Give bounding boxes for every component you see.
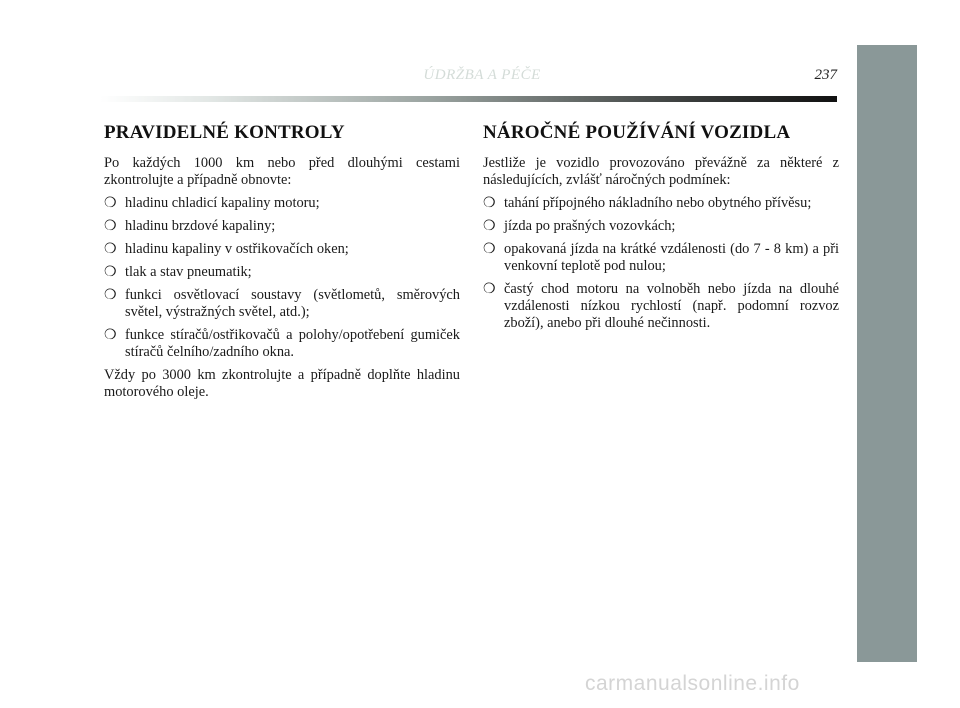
circle-bullet-icon: ❍ — [104, 265, 117, 280]
left-column-intro: Po každých 1000 km nebo před dlouhými cestami zkontrolujte a případně obnovte: — [104, 155, 460, 188]
section-title: ÚDRŽBA A PÉČE — [423, 67, 541, 83]
list-item: ❍ hladinu kapaliny v ostřikovačích oken; — [104, 241, 349, 257]
circle-bullet-icon: ❍ — [483, 242, 496, 257]
list-item: ❍ hladinu brzdové kapaliny; — [104, 218, 276, 234]
left-checklist — [104, 195, 460, 361]
circle-bullet-icon: ❍ — [483, 219, 496, 234]
watermark: carmanualsonline.info — [585, 672, 800, 695]
list-item: ❍ funkci osvětlovací soustavy (světlometů, směrových světel, výstražných světel, atd.); — [104, 287, 460, 320]
list-item: ❍ tlak a stav pneumatik; — [104, 264, 252, 280]
circle-bullet-icon: ❍ — [104, 328, 117, 343]
left-column-outro: Vždy po 3000 km zkontrolujte a případně doplňte hladinu motorového oleje. — [104, 367, 460, 400]
circle-bullet-icon: ❍ — [104, 196, 117, 211]
list-item: ❍ funkce stíračů/ostřikovačů a polohy/opotřebení gumiček stíračů čelního/zadního okna. — [104, 327, 460, 360]
list-item: ❍ tahání přípojného nákladního nebo obytného přívěsu; — [483, 195, 812, 211]
list-item: ❍ jízda po prašných vozovkách; — [483, 218, 676, 234]
page-number: 237 — [814, 67, 837, 83]
right-checklist — [483, 195, 839, 332]
right-column-intro: Jestliže je vozidlo provozováno převážně za některé z následujících, zvlášť náročných podmínek: — [483, 155, 839, 188]
running-header — [100, 67, 837, 84]
right-column-title: NÁROČNÉ POUŽÍVÁNÍ VOZIDLA — [483, 122, 791, 143]
header-rule — [100, 96, 837, 102]
list-item: ❍ hladinu chladicí kapaliny motoru; — [104, 195, 320, 211]
circle-bullet-icon: ❍ — [483, 282, 496, 297]
circle-bullet-icon: ❍ — [104, 288, 117, 303]
left-column-title: PRAVIDELNÉ KONTROLY — [104, 122, 345, 143]
list-item: ❍ častý chod motoru na volnoběh nebo jízda na dlouhé vzdálenosti nízkou rychlostí (např. podomní rozvoz zboží), anebo při dlouhé nečinnosti. — [483, 281, 839, 331]
circle-bullet-icon: ❍ — [104, 242, 117, 257]
circle-bullet-icon: ❍ — [483, 196, 496, 211]
section-side-tab — [857, 45, 917, 662]
circle-bullet-icon: ❍ — [104, 219, 117, 234]
list-item: ❍ opakovaná jízda na krátké vzdálenosti (do 7 - 8 km) a při venkovní teplotě pod nulou; — [483, 241, 839, 274]
left-column — [104, 124, 460, 401]
right-column — [483, 124, 839, 338]
